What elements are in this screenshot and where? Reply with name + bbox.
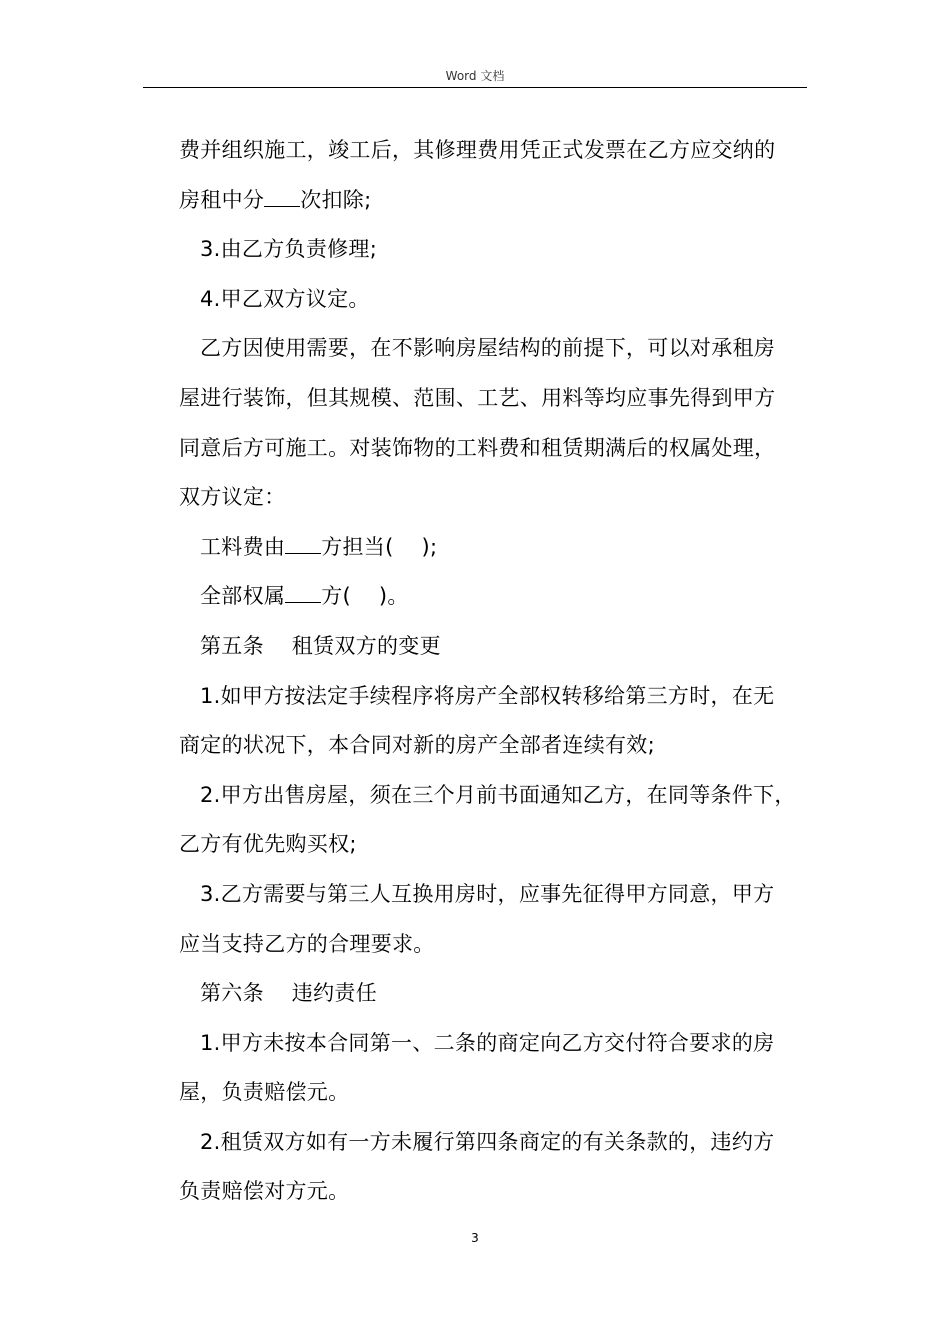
list-item: 2.租赁双方如有一方未履行第四条商定的有关条款的，违约方 <box>200 1129 775 1154</box>
list-item: 2.甲方出售房屋，须在三个月前书面通知乙方，在同等条件下， <box>200 782 796 807</box>
text-line: 屋进行装饰，但其规模、范围、工艺、用料等均应事先得到甲方 <box>179 385 776 410</box>
text-line <box>179 176 809 226</box>
text-line: 商定的状况下，本合同对新的房产全部者连续有效; <box>179 733 655 758</box>
list-item: 3.由乙方负责修理; <box>200 237 378 262</box>
text-line: 双方议定： <box>179 485 286 510</box>
list-item: 4.甲乙双方议定。 <box>200 286 370 311</box>
text-line: 同意后方可施工。对装饰物的工料费和租赁期满后的权属处理， <box>179 435 776 460</box>
text-line: 应当支持乙方的合理要求。 <box>179 931 435 956</box>
article-heading: 第五条 租赁双方的变更 <box>200 633 441 658</box>
header-rule <box>143 87 807 88</box>
text-segment: 方担当( ); <box>321 534 438 559</box>
text-segment: 次扣除; <box>300 187 372 212</box>
text-line: 屋，负责赔偿元。 <box>179 1080 350 1105</box>
text-segment: 房租中分 <box>179 187 265 212</box>
text-segment: 全部权属 <box>200 584 286 609</box>
text-line: 乙方因使用需要，在不影响房屋结构的前提下，可以对承租房 <box>200 336 776 361</box>
text-line: 乙方有优先购买权; <box>179 832 357 857</box>
fill-blank <box>285 584 321 603</box>
list-item: 1.甲方未按本合同第一、二条的商定向乙方交付符合要求的房 <box>200 1030 775 1055</box>
text-segment: 方( )。 <box>321 584 409 609</box>
fill-blank <box>285 535 321 554</box>
text-line <box>179 572 809 622</box>
text-segment: 工料费由 <box>200 534 286 559</box>
text-line <box>179 523 809 573</box>
document-header: Word 文档 <box>445 69 505 83</box>
text-line: 负责赔偿对方元。 <box>179 1179 350 1204</box>
page-number: 3 <box>471 1231 479 1245</box>
article-heading: 第六条 违约责任 <box>200 981 378 1006</box>
list-item: 1.如甲方按法定手续程序将房产全部权转移给第三方时，在无 <box>200 683 775 708</box>
fill-blank <box>264 188 300 207</box>
text-line: 费并组织施工，竣工后，其修理费用凭正式发票在乙方应交纳的 <box>179 138 776 162</box>
document-body <box>179 126 809 1217</box>
list-item: 3.乙方需要与第三人互换用房时，应事先征得甲方同意，甲方 <box>200 881 775 906</box>
